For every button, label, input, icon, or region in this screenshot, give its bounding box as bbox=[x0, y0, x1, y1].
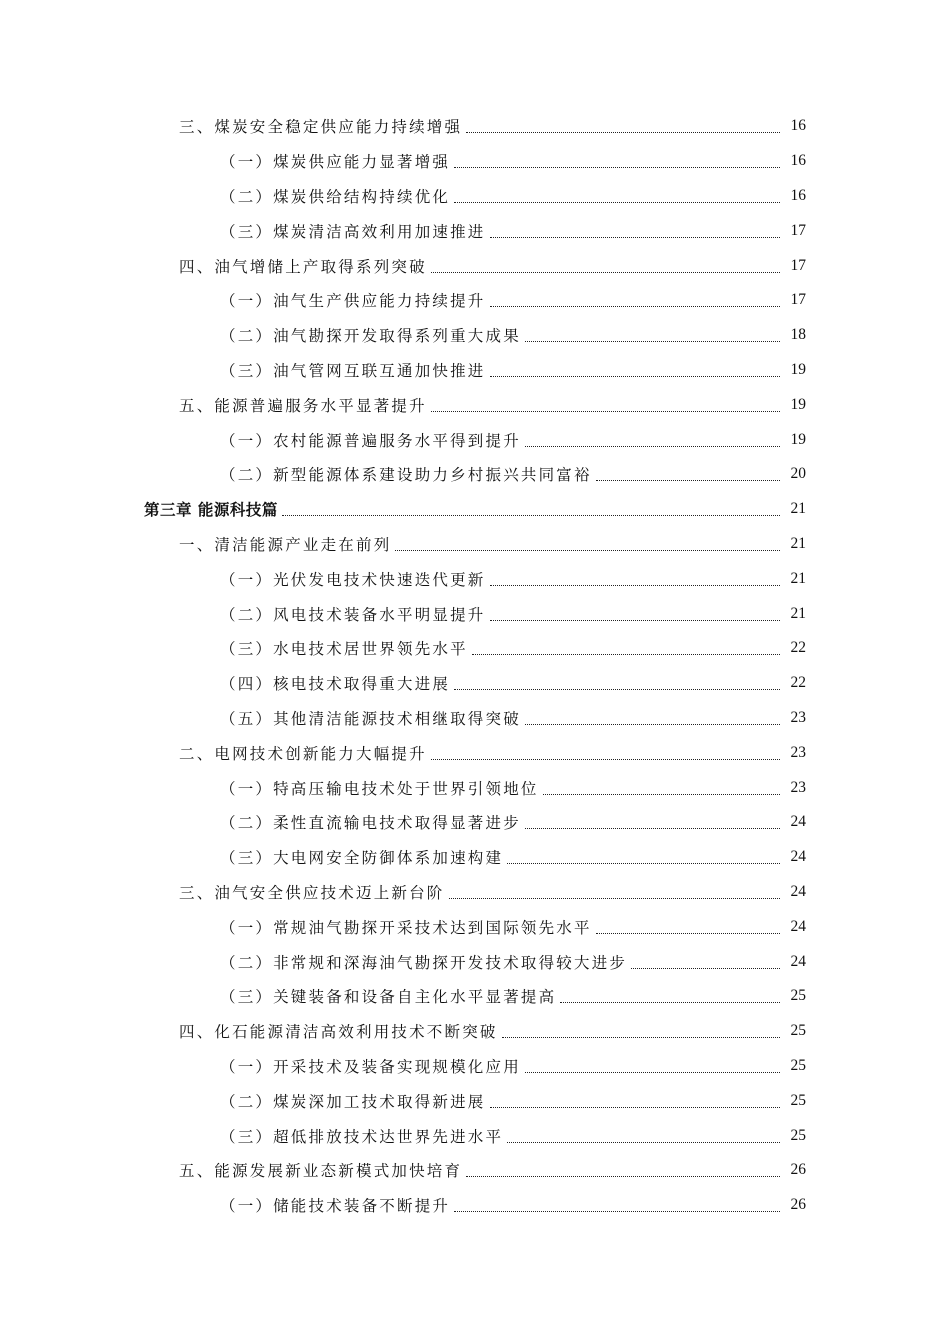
toc-entry[interactable] bbox=[0, 1049, 950, 1084]
toc-entry-page-number: 23 bbox=[790, 708, 806, 726]
dot-leader bbox=[282, 514, 780, 516]
toc-entry[interactable] bbox=[0, 457, 950, 492]
toc-entry[interactable] bbox=[0, 144, 950, 179]
table-of-contents bbox=[0, 109, 950, 1223]
toc-entry-title: （一）储能技术装备不断提升 bbox=[220, 1197, 451, 1216]
toc-entry-title: （一）农村能源普遍服务水平得到提升 bbox=[220, 431, 521, 450]
dot-leader bbox=[454, 201, 780, 203]
toc-entry-page-number: 22 bbox=[790, 639, 806, 657]
toc-entry-title: （一）开采技术及装备实现规模化应用 bbox=[220, 1057, 521, 1076]
dot-leader bbox=[507, 862, 780, 864]
toc-entry[interactable] bbox=[0, 909, 950, 944]
dot-leader bbox=[596, 479, 780, 481]
dot-leader bbox=[454, 166, 780, 168]
toc-entry-page-number: 26 bbox=[790, 1196, 806, 1214]
toc-entry-title: （二）煤炭供给结构持续优化 bbox=[220, 187, 451, 206]
toc-entry-title: 四、化石能源清洁高效利用技术不断突破 bbox=[179, 1023, 498, 1042]
dot-leader bbox=[507, 1141, 780, 1143]
toc-entry-page-number: 21 bbox=[790, 500, 806, 518]
toc-entry-page-number: 23 bbox=[790, 743, 806, 761]
toc-entry-title: 二、电网技术创新能力大幅提升 bbox=[179, 744, 427, 763]
toc-entry-title: （三）大电网安全防御体系加速构建 bbox=[220, 849, 504, 868]
toc-entry-page-number: 22 bbox=[790, 674, 806, 692]
toc-entry-page-number: 19 bbox=[790, 395, 806, 413]
toc-entry-page-number: 24 bbox=[790, 952, 806, 970]
toc-entry-title: （三）水电技术居世界领先水平 bbox=[220, 640, 468, 659]
toc-entry[interactable] bbox=[0, 1188, 950, 1223]
dot-leader bbox=[395, 549, 780, 551]
dot-leader bbox=[525, 1071, 780, 1073]
toc-entry-title: （四）核电技术取得重大进展 bbox=[220, 675, 451, 694]
toc-entry[interactable] bbox=[0, 213, 950, 248]
toc-entry-title: （三）油气管网互联互通加快推进 bbox=[220, 361, 486, 380]
dot-leader bbox=[525, 827, 780, 829]
toc-entry-page-number: 21 bbox=[790, 534, 806, 552]
toc-entry-page-number: 18 bbox=[790, 326, 806, 344]
toc-entry-page-number: 19 bbox=[790, 360, 806, 378]
toc-entry-title: （三）煤炭清洁高效利用加速推进 bbox=[220, 222, 486, 241]
toc-entry[interactable] bbox=[0, 979, 950, 1014]
dot-leader bbox=[431, 758, 780, 760]
dot-leader bbox=[449, 897, 780, 899]
toc-entry[interactable] bbox=[0, 527, 950, 562]
toc-entry-page-number: 20 bbox=[790, 465, 806, 483]
toc-entry[interactable] bbox=[0, 248, 950, 283]
dot-leader bbox=[431, 410, 780, 412]
toc-entry[interactable] bbox=[0, 318, 950, 353]
toc-entry-title: （三）关键装备和设备自主化水平显著提高 bbox=[220, 988, 557, 1007]
toc-entry-title: （二）柔性直流输电技术取得显著进步 bbox=[220, 814, 521, 833]
toc-entry[interactable] bbox=[0, 1083, 950, 1118]
toc-entry[interactable] bbox=[0, 561, 950, 596]
toc-entry-title: （二）油气勘探开发取得系列重大成果 bbox=[220, 327, 521, 346]
toc-entry[interactable] bbox=[0, 631, 950, 666]
toc-entry-title: （三）超低排放技术达世界先进水平 bbox=[220, 1127, 504, 1146]
dot-leader bbox=[490, 1106, 780, 1108]
toc-entry-page-number: 25 bbox=[790, 1126, 806, 1144]
dot-leader bbox=[490, 305, 780, 307]
toc-entry-page-number: 16 bbox=[790, 117, 806, 135]
toc-entry-title: 五、能源发展新业态新模式加快培育 bbox=[179, 1162, 463, 1181]
toc-entry[interactable] bbox=[0, 596, 950, 631]
toc-entry-title: 三、油气安全供应技术迈上新台阶 bbox=[179, 883, 445, 902]
toc-entry[interactable] bbox=[0, 805, 950, 840]
toc-entry-page-number: 17 bbox=[790, 221, 806, 239]
toc-entry-page-number: 24 bbox=[790, 917, 806, 935]
toc-entry[interactable] bbox=[0, 1118, 950, 1153]
dot-leader bbox=[596, 932, 780, 934]
dot-leader bbox=[525, 723, 780, 725]
toc-entry-title: （五）其他清洁能源技术相继取得突破 bbox=[220, 709, 521, 728]
toc-entry-page-number: 16 bbox=[790, 186, 806, 204]
toc-entry-page-number: 25 bbox=[790, 1056, 806, 1074]
toc-entry-page-number: 24 bbox=[790, 813, 806, 831]
toc-entry-title: （一）特高压输电技术处于世界引领地位 bbox=[220, 779, 539, 798]
dot-leader bbox=[431, 271, 780, 273]
toc-entry-page-number: 21 bbox=[790, 569, 806, 587]
dot-leader bbox=[490, 584, 780, 586]
toc-entry[interactable] bbox=[0, 1153, 950, 1188]
toc-entry[interactable] bbox=[0, 283, 950, 318]
dot-leader bbox=[490, 375, 780, 377]
dot-leader bbox=[472, 653, 780, 655]
toc-entry[interactable] bbox=[0, 944, 950, 979]
toc-entry-page-number: 23 bbox=[790, 778, 806, 796]
toc-entry[interactable] bbox=[0, 387, 950, 422]
dot-leader bbox=[543, 793, 780, 795]
toc-entry[interactable] bbox=[0, 701, 950, 736]
toc-entry[interactable] bbox=[0, 353, 950, 388]
toc-entry[interactable] bbox=[0, 179, 950, 214]
toc-entry-page-number: 24 bbox=[790, 848, 806, 866]
toc-entry-title: （一）油气生产供应能力持续提升 bbox=[220, 292, 486, 311]
toc-entry-page-number: 24 bbox=[790, 882, 806, 900]
dot-leader bbox=[454, 688, 780, 690]
toc-entry[interactable] bbox=[0, 735, 950, 770]
dot-leader bbox=[502, 1036, 780, 1038]
toc-entry-title: （一）常规油气勘探开采技术达到国际领先水平 bbox=[220, 918, 592, 937]
toc-entry-title: 一、清洁能源产业走在前列 bbox=[179, 535, 392, 554]
toc-entry-title: （二）非常规和深海油气勘探开发技术取得较大进步 bbox=[220, 953, 628, 972]
dot-leader bbox=[525, 340, 780, 342]
toc-entry-title: （一）光伏发电技术快速迭代更新 bbox=[220, 570, 486, 589]
toc-entry[interactable] bbox=[0, 840, 950, 875]
toc-entry-page-number: 16 bbox=[790, 152, 806, 170]
toc-entry-title: （二）新型能源体系建设助力乡村振兴共同富裕 bbox=[220, 466, 592, 485]
toc-entry[interactable] bbox=[0, 770, 950, 805]
toc-entry-title: 四、油气增储上产取得系列突破 bbox=[179, 257, 427, 276]
toc-entry-title: 五、能源普遍服务水平显著提升 bbox=[179, 396, 427, 415]
dot-leader bbox=[631, 967, 780, 969]
toc-entry-title: （二）风电技术装备水平明显提升 bbox=[220, 605, 486, 624]
toc-entry[interactable] bbox=[0, 109, 950, 144]
dot-leader bbox=[466, 1175, 780, 1177]
dot-leader bbox=[490, 236, 780, 238]
toc-entry-page-number: 25 bbox=[790, 1091, 806, 1109]
toc-entry[interactable] bbox=[0, 875, 950, 910]
toc-entry-page-number: 26 bbox=[790, 1161, 806, 1179]
dot-leader bbox=[454, 1210, 780, 1212]
dot-leader bbox=[560, 1001, 780, 1003]
toc-entry[interactable] bbox=[0, 666, 950, 701]
toc-entry-page-number: 25 bbox=[790, 1022, 806, 1040]
toc-entry-page-number: 19 bbox=[790, 430, 806, 448]
toc-entry-page-number: 17 bbox=[790, 291, 806, 309]
toc-entry-page-number: 21 bbox=[790, 604, 806, 622]
dot-leader bbox=[525, 445, 780, 447]
toc-chapter-heading[interactable] bbox=[0, 492, 950, 527]
toc-entry-title: （一）煤炭供应能力显著增强 bbox=[220, 153, 451, 172]
toc-entry-title: 第三章 能源科技篇 bbox=[144, 501, 278, 520]
toc-entry-page-number: 17 bbox=[790, 256, 806, 274]
toc-entry-title: 三、煤炭安全稳定供应能力持续增强 bbox=[179, 118, 463, 137]
dot-leader bbox=[490, 619, 780, 621]
toc-entry-page-number: 25 bbox=[790, 987, 806, 1005]
toc-entry-title: （二）煤炭深加工技术取得新进展 bbox=[220, 1092, 486, 1111]
toc-entry[interactable] bbox=[0, 1014, 950, 1049]
toc-entry[interactable] bbox=[0, 422, 950, 457]
dot-leader bbox=[466, 131, 780, 133]
